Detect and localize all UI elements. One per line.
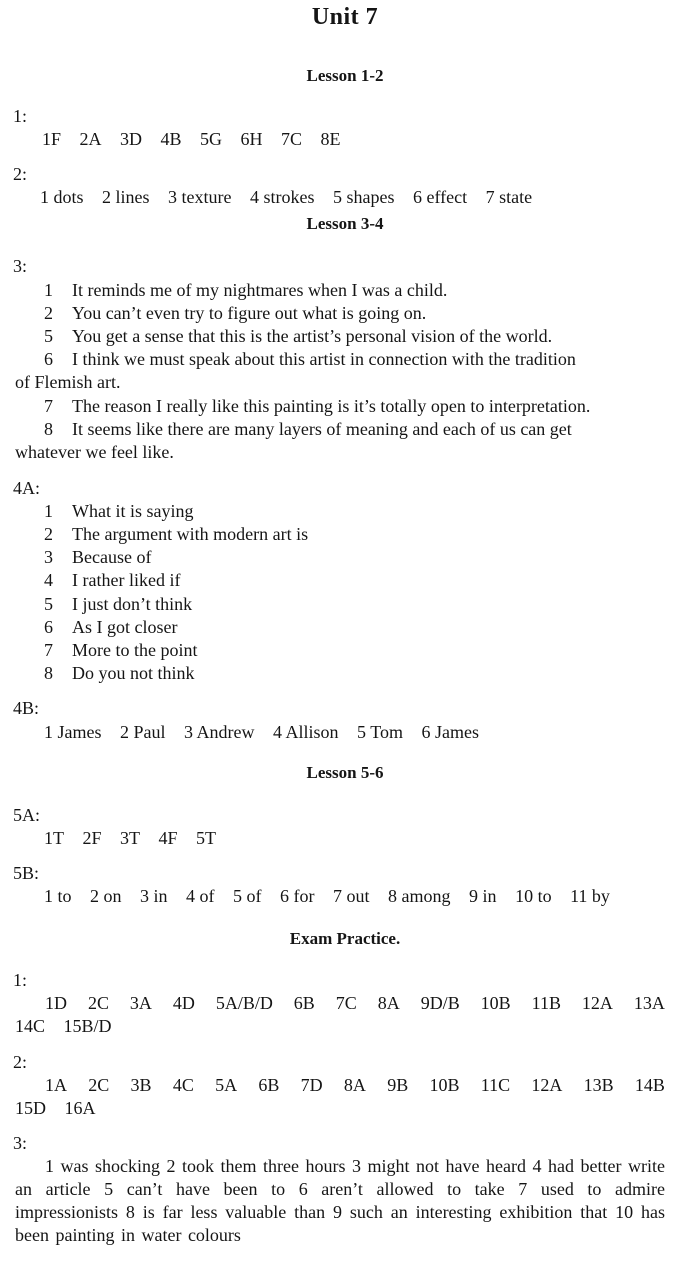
- exercise-3-label: 3:: [13, 256, 28, 276]
- answer: 11 by: [570, 886, 610, 906]
- answer: 9D/B: [420, 993, 460, 1013]
- answer: 3D: [120, 129, 143, 149]
- answer: 2 Paul: [120, 722, 166, 742]
- answer: 1F: [42, 129, 62, 149]
- answer: 6 James: [421, 722, 479, 742]
- list-item: 4 I rather liked if: [44, 570, 181, 590]
- exercise-2-label: 2:: [13, 164, 28, 184]
- list-item: 2 The argument with modern art is: [44, 524, 309, 544]
- list-item: 8 It seems like there are many layers of meaning and each of us can get: [44, 419, 572, 439]
- exam-2-answers-line-2: [15, 1098, 96, 1119]
- answer: 16A: [64, 1098, 96, 1118]
- answer: 3 Andrew: [184, 722, 255, 742]
- exercise-1-label: 1:: [13, 106, 28, 126]
- list-item: 8 Do you not think: [44, 663, 195, 683]
- answer: 13A: [633, 993, 665, 1013]
- exam-1-label: 1:: [13, 970, 28, 990]
- answer: 15B/D: [63, 1016, 112, 1036]
- unit-title: Unit 7: [311, 4, 379, 30]
- answer: 7 out: [333, 886, 370, 906]
- answer: 1 James: [44, 722, 102, 742]
- answer: 3 texture: [168, 187, 232, 207]
- exercise-1-answers: [42, 129, 341, 150]
- answer: 4 Allison: [273, 722, 339, 742]
- answer: 7D: [300, 1075, 323, 1095]
- lesson-1-2-heading: Lesson 1-2: [306, 66, 384, 85]
- answer: 6 effect: [413, 187, 468, 207]
- list-item: 3 Because of: [44, 547, 152, 567]
- answer: 7C: [335, 993, 357, 1013]
- answer: 2 on: [90, 886, 122, 906]
- list-item: 5 You get a sense that this is the artist’s personal vision of the world.: [44, 326, 553, 346]
- lesson-3-4-heading: Lesson 3-4: [306, 214, 384, 233]
- exam-3-answers: 1 was shocking 2 took them three hours 3 might not have heard 4 had better write an article 5 can’t have been to 6 aren’t allowed to take 7 used to admire impressionists 8 is far less valuable than 9 such an interesting exhibition that 10 has been painting in water colours: [15, 1156, 665, 1245]
- list-item: 6 As I got closer: [44, 617, 178, 637]
- answer: 5A/B/D: [215, 993, 273, 1013]
- exam-2-answers-line-1: [15, 1075, 665, 1096]
- list-item: 6 I think we must speak about this artist in connection with the tradition: [44, 349, 576, 369]
- answer: 4B: [160, 129, 182, 149]
- list-item: 5 I just don’t think: [44, 594, 193, 614]
- answer: 1D: [45, 993, 67, 1013]
- list-item: 1 What it is saying: [44, 501, 194, 521]
- answer: 4 strokes: [250, 187, 315, 207]
- answer: 2C: [88, 1075, 110, 1095]
- answer: 3A: [129, 993, 152, 1013]
- exercise-5b-answers: [44, 886, 610, 907]
- exam-1-answers-line-2: [15, 1016, 112, 1037]
- answer: 3T: [120, 828, 141, 848]
- exercise-4a-label: 4A:: [13, 478, 40, 498]
- answer: 6B: [258, 1075, 280, 1095]
- list-item: 7 The reason I really like this painting is it’s totally open to interpretation.: [44, 396, 591, 416]
- answer: 6H: [240, 129, 263, 149]
- answer: 4F: [158, 828, 178, 848]
- answer: 1A: [45, 1075, 67, 1095]
- exercise-4b-answers: [44, 722, 479, 743]
- exercise-2-answers: [40, 187, 532, 208]
- exercise-5b-label: 5B:: [13, 863, 40, 883]
- answer: 3B: [130, 1075, 152, 1095]
- answer: 3 in: [140, 886, 168, 906]
- answer: 4D: [172, 993, 195, 1013]
- exam-1-answers-line-1: [15, 993, 665, 1014]
- exam-2-label: 2:: [13, 1052, 28, 1072]
- exam-3-label: 3:: [13, 1133, 28, 1153]
- exercise-5a-answers: [44, 828, 216, 849]
- answer: 1 to: [44, 886, 72, 906]
- exercise-4b-label: 4B:: [13, 698, 40, 718]
- answer: 11B: [531, 993, 561, 1013]
- answer: 6B: [293, 993, 315, 1013]
- list-item: 2 You can’t even try to figure out what is going on.: [44, 303, 427, 323]
- list-item-continuation: of Flemish art.: [15, 372, 121, 392]
- answer: 7C: [281, 129, 303, 149]
- answer: 8 among: [388, 886, 451, 906]
- answer: 14C: [15, 1016, 46, 1036]
- answer: 1T: [44, 828, 64, 848]
- answer: 5A: [215, 1075, 238, 1095]
- answer: 6 for: [280, 886, 315, 906]
- answer: 2 lines: [102, 187, 150, 207]
- list-item: 1 It reminds me of my nightmares when I was a child.: [44, 280, 448, 300]
- answer: 10B: [429, 1075, 460, 1095]
- answer: 5T: [196, 828, 217, 848]
- answer: 13B: [583, 1075, 614, 1095]
- answer: 14B: [634, 1075, 665, 1095]
- answer: 7 state: [485, 187, 533, 207]
- answer: 5 of: [233, 886, 262, 906]
- answer: 8A: [343, 1075, 366, 1095]
- answer: 10 to: [515, 886, 552, 906]
- answer: 12A: [581, 993, 613, 1013]
- exam-practice-heading: Exam Practice.: [289, 929, 401, 948]
- answer: 5 Tom: [357, 722, 403, 742]
- answer: 8E: [320, 129, 341, 149]
- answer: 8A: [377, 993, 400, 1013]
- answer: 4 of: [186, 886, 215, 906]
- answer: 12A: [531, 1075, 563, 1095]
- answer: 2A: [79, 129, 102, 149]
- list-item: 7 More to the point: [44, 640, 198, 660]
- answer: 5G: [200, 129, 223, 149]
- answer: 15D: [15, 1098, 46, 1118]
- answer: 9 in: [469, 886, 497, 906]
- exercise-5a-label: 5A:: [13, 805, 40, 825]
- lesson-5-6-heading: Lesson 5-6: [306, 763, 384, 782]
- list-item-continuation: whatever we feel like.: [15, 442, 174, 462]
- answer: 11C: [480, 1075, 511, 1095]
- answer: 5 shapes: [333, 187, 395, 207]
- answer: 10B: [480, 993, 511, 1013]
- answer: 1 dots: [40, 187, 84, 207]
- answer: 2C: [87, 993, 109, 1013]
- answer: 4C: [172, 1075, 194, 1095]
- answer: 9B: [387, 1075, 409, 1095]
- answer: 2F: [82, 828, 102, 848]
